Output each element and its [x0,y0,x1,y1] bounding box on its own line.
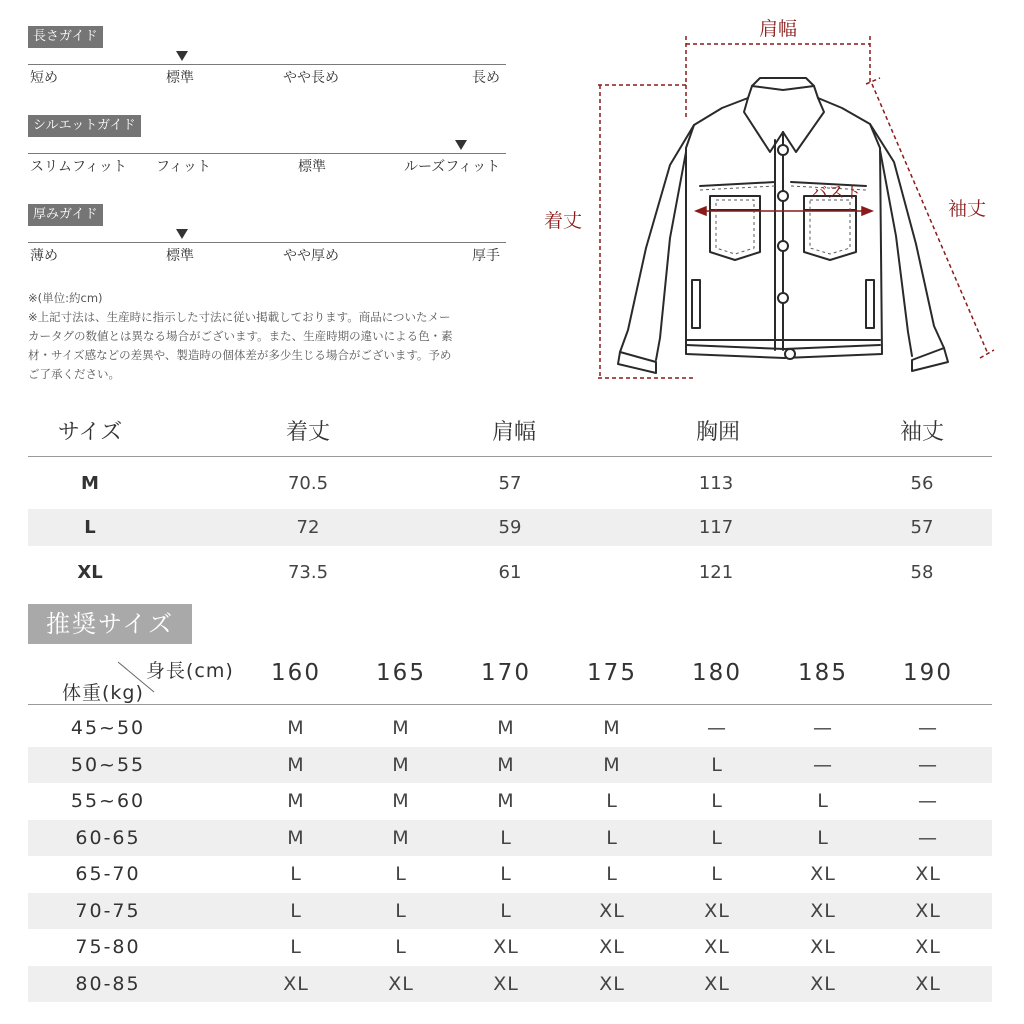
disclaimer-line: ※上記寸法は、生産時に指示した寸法に従い掲載しております。商品についたメー [28,310,451,324]
thickness-guide-tick: 厚手 [472,248,500,264]
chest-value: 117 [698,517,734,538]
recommended-size-cell: L [500,826,512,849]
chest-value: 121 [698,562,734,583]
size-column-header: サイズ [57,419,123,445]
weight-range: 80-85 [75,972,141,995]
weight-range: 55~60 [70,790,146,812]
recommended-size-cell: XL [915,899,941,922]
shoulder-value: 59 [498,517,522,538]
recommended-size-cell: M [497,790,515,812]
recommended-size-cell: M [392,790,410,812]
recommended-size-cell: M [603,753,621,776]
sleeve-value: 57 [910,517,934,538]
recommended-size-cell: XL [915,863,941,885]
silhouette-guide-tick: スリムフィット [30,159,127,175]
recommended-size-cell: M [603,717,621,739]
size-table-row [28,554,992,591]
recommended-size-cell: — [813,753,833,776]
thickness-guide-tick: 薄め [30,248,58,264]
sleeve-value: 58 [910,562,934,583]
recommended-table-row [28,966,992,1002]
recommended-size-cell: L [395,863,407,885]
length-guide-tick: やや長め [283,70,339,86]
bust-label: バスト [810,183,862,203]
length-guide-tick: 長め [472,70,500,86]
height-column-header: 165 [376,660,426,686]
recommended-size-cell: L [500,899,512,922]
recommended-size-cell: XL [599,899,625,922]
shoulder-column-header: 肩幅 [491,419,537,445]
recommended-size-cell: M [392,753,410,776]
disclaimer-line: カータグの数値とは異なる場合がございます。また、生産時期の違いによる色・素 [28,329,453,343]
recommended-size-cell: XL [915,972,941,995]
silhouette-guide-tick: 標準 [298,159,326,175]
size-table-row [28,509,992,546]
recommended-table-row [28,820,992,856]
silhouette-guide-scale [28,153,506,154]
jacket-diagram [520,0,1024,400]
weight-range: 50~55 [70,753,146,776]
button-icon [778,293,788,303]
recommended-table-divider [28,704,992,705]
silhouette-guide-tick: フィット [156,159,211,175]
length-label: 着丈 [543,210,583,232]
recommended-size-cell: XL [493,936,519,958]
size-name: XL [77,562,103,583]
recommended-size-cell: M [287,790,305,812]
size-table-header [28,408,992,452]
recommended-size-cell: L [711,790,723,812]
recommended-table-row [28,710,992,746]
length-value: 72 [296,517,320,538]
jacket-outline [618,78,948,373]
silhouette-guide-label: シルエットガイド [28,115,141,137]
length-column-header: 着丈 [285,419,331,445]
length-value: 70.5 [287,473,329,494]
disclaimer-line: ご了承ください。 [28,367,120,381]
thickness-guide-tick: 標準 [166,248,194,264]
sleeve-value: 56 [910,473,934,494]
chest-value: 113 [698,473,734,494]
button-icon [778,241,788,251]
weight-range: 45~50 [70,717,146,739]
recommended-size-cell: M [392,826,410,849]
recommended-size-cell: L [817,826,829,849]
recommended-size-cell: M [287,717,305,739]
recommended-size-cell: XL [493,972,519,995]
recommended-size-cell: XL [810,936,836,958]
button-icon [778,145,788,155]
recommended-size-cell: M [497,717,515,739]
jacket-buttons [778,145,795,359]
recommended-size-cell: XL [599,972,625,995]
recommended-size-cell: XL [810,972,836,995]
length-guide-scale [28,64,506,65]
recommended-size-cell: L [711,826,723,849]
size-table-divider [28,456,992,457]
recommended-size-cell: XL [810,863,836,885]
button-icon [785,349,795,359]
recommended-size-cell: XL [704,936,730,958]
recommended-size-cell: L [290,936,302,958]
recommended-size-cell: L [500,863,512,885]
weight-axis-label: 体重(kg) [62,682,144,704]
recommended-size-cell: L [711,753,723,776]
shoulder-value: 57 [498,473,522,494]
recommended-size-cell: XL [704,972,730,995]
recommended-size-cell: L [711,863,723,885]
size-name: L [84,517,96,538]
recommended-size-cell: XL [704,899,730,922]
silhouette-guide-marker-icon [455,140,467,150]
recommended-size-cell: L [290,863,302,885]
weight-range: 75-80 [75,936,141,958]
length-guide-marker-icon [176,51,188,61]
recommended-table-row [28,893,992,929]
shoulder-value: 61 [498,562,522,583]
sleeve-column-header: 袖丈 [899,419,945,445]
recommended-size-cell: M [392,717,410,739]
height-column-header: 190 [903,660,953,686]
recommended-table-row [28,856,992,892]
sleeve-label: 袖丈 [947,198,987,220]
button-icon [778,191,788,201]
silhouette-guide-tick: ルーズフィット [404,159,501,175]
recommended-size-cell: M [497,753,515,776]
recommended-size-cell: L [395,899,407,922]
thickness-guide-tick: やや厚め [283,248,339,264]
recommended-size-cell: L [290,899,302,922]
recommended-size-cell: L [606,826,618,849]
height-column-header: 170 [481,660,531,686]
height-column-header: 175 [587,660,637,686]
recommended-size-cell: M [287,753,305,776]
recommended-size-cell: XL [915,936,941,958]
recommended-table-row [28,747,992,783]
recommended-size-cell: — [918,717,938,739]
height-axis-label: 身長(cm) [146,660,234,682]
recommended-size-cell: XL [810,899,836,922]
recommended-size-cell: XL [388,972,414,995]
disclaimer-line: 材・サイズ感などの差異や、製造時の個体差が多少生じる場合がございます。予め [28,348,452,362]
size-name: M [81,473,99,494]
height-column-header: 180 [692,660,742,686]
length-guide-tick: 短め [30,70,58,86]
recommended-size-cell: XL [599,936,625,958]
recommended-size-cell: L [395,936,407,958]
recommended-size-cell: — [918,790,938,812]
shoulder-label: 肩幅 [758,18,798,40]
thickness-guide-label: 厚みガイド [28,204,103,226]
height-column-header: 160 [271,660,321,686]
chest-column-header: 胸囲 [695,419,741,445]
recommended-size-cell: — [918,753,938,776]
recommended-table-row [28,783,992,819]
recommended-size-cell: XL [283,972,309,995]
recommended-size-cell: L [606,790,618,812]
length-guide-tick: 標準 [166,70,194,86]
recommended-size-cell: L [817,790,829,812]
recommended-size-cell: — [813,717,833,739]
recommended-size-cell: — [918,826,938,849]
recommended-size-cell: — [707,717,727,739]
length-guide-label: 長さガイド [28,26,103,48]
recommended-table-row [28,929,992,965]
thickness-guide-marker-icon [176,229,188,239]
recommended-size-title: 推奨サイズ [28,604,192,644]
recommended-size-cell: L [606,863,618,885]
length-value: 73.5 [287,562,329,583]
weight-range: 60-65 [75,826,141,849]
thickness-guide-scale [28,242,506,243]
weight-range: 70-75 [75,899,141,922]
recommended-size-cell: M [287,826,305,849]
height-column-header: 185 [798,660,848,686]
weight-range: 65-70 [75,863,141,885]
unit-note: ※(単位:約cm) [28,291,103,305]
size-table-row [28,465,992,502]
